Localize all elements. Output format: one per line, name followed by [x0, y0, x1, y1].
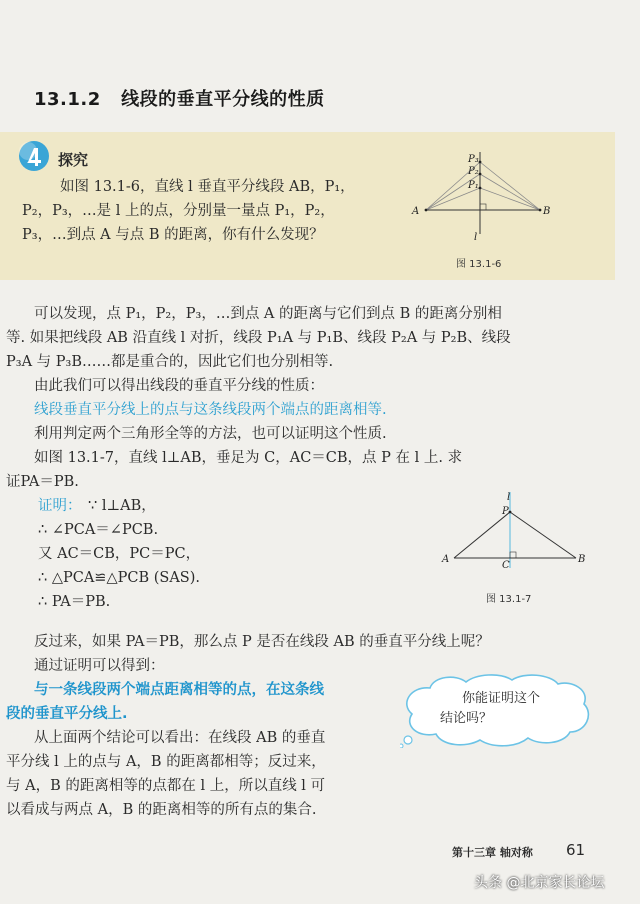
label-b: B — [543, 206, 551, 217]
figure-caption-13-1-7: 图 13.1-7 — [486, 594, 532, 605]
segment-p2b — [480, 174, 540, 210]
cloud-line-2: 结论吗？ — [440, 711, 493, 726]
watermark: 头条 @北京家长论坛 — [474, 875, 605, 891]
converse-intro: 通过证明可以得到： — [34, 658, 165, 674]
proof-line-1: ∵ l⊥AB， — [88, 498, 156, 514]
segment-p3b — [480, 162, 540, 210]
segment-pa — [454, 512, 510, 558]
body-para1-line1: 可以发现，点 P₁，P₂，P₃，…到点 A 的距离与它们到点 B 的距离分别相 — [34, 306, 502, 322]
conclusion-line-1: 从上面两个结论可以看出：在线段 AB 的垂直 — [34, 730, 326, 746]
label-c: C — [502, 560, 510, 571]
label-a: A — [412, 206, 420, 217]
example-line1: 如图 13.1-7，直线 l⊥AB，垂足为 C，AC＝CB，点 P 在 l 上. 求 — [34, 450, 463, 466]
label-b: B — [578, 554, 586, 565]
section-heading — [34, 85, 325, 111]
body-para1-line3: P₃A 与 P₃B……都是重合的，因此它们也分别相等. — [6, 354, 334, 370]
body-intro: 由此我们可以得出线段的垂直平分线的性质： — [34, 378, 324, 394]
thought-cloud — [400, 672, 596, 748]
label-a: A — [442, 554, 450, 565]
segment-pb — [510, 512, 576, 558]
segment-p1b — [480, 188, 540, 210]
explore-badge-icon — [16, 140, 50, 172]
figure-13-1-7 — [440, 488, 590, 578]
proof-line-3: 又 AC＝CB，PC＝PC， — [38, 546, 201, 562]
footer-page-number: 61 — [566, 841, 586, 859]
label-p2: P₂ — [468, 166, 479, 177]
explore-line-1: 如图 13.1-6，直线 l 垂直平分线段 AB，P₁， — [60, 179, 355, 195]
footer-chapter: 第十三章 轴对称 — [452, 846, 533, 859]
body-method: 利用判定两个三角形全等的方法，也可以证明这个性质. — [34, 426, 387, 442]
figure-caption-13-1-6: 图 13.1-6 — [456, 259, 502, 270]
conclusion-line-4: 以看成与两点 A，B 的距离相等的所有点的集合. — [6, 802, 317, 818]
figure-13-1-6 — [408, 148, 558, 248]
label-p3: P₃ — [468, 154, 479, 165]
section-title: 线段的垂直平分线的性质 — [121, 89, 325, 110]
conclusion-line-2: 平分线 l 上的点与 A，B 的距离都相等；反过来， — [6, 754, 326, 770]
proof-label: 证明： — [38, 498, 82, 514]
label-p: P — [502, 506, 509, 517]
label-p1: P₁ — [468, 180, 479, 191]
proof-line-4: ∴ △PCA≌△PCB (SAS). — [38, 570, 200, 586]
body-para1-line2: 等. 如果把线段 AB 沿直线 l 对折，线段 P₁A 与 P₁B、线段 P₂A 与 P₂B、线段 — [6, 330, 511, 346]
converse-line-2: 段的垂直平分线上. — [6, 706, 128, 722]
example-line2: 证PA＝PB. — [6, 474, 79, 490]
explore-title: 探究 — [58, 151, 89, 169]
section-number: 13.1.2 — [34, 89, 101, 110]
label-l: l — [474, 232, 478, 243]
conclusion-line-3: 与 A，B 的距离相等的点都在 l 上，所以直线 l 可 — [6, 778, 326, 794]
label-l: l — [507, 492, 511, 503]
converse-line-1: 与一条线段两个端点距离相等的点，在这条线 — [34, 682, 324, 698]
explore-line-2: P₂，P₃，…是 l 上的点，分别量一量点 P₁，P₂， — [22, 203, 335, 219]
converse-question: 反过来，如果 PA＝PB，那么点 P 是否在线段 AB 的垂直平分线上呢？ — [34, 634, 490, 650]
proof-line-5: ∴ PA＝PB. — [38, 594, 111, 610]
property-statement: 线段垂直平分线上的点与这条线段两个端点的距离相等. — [34, 402, 387, 418]
segment-p1a — [426, 188, 480, 210]
proof-line-2: ∴ ∠PCA＝∠PCB. — [38, 522, 159, 538]
cloud-line-1: 你能证明这个 — [462, 691, 541, 706]
explore-line-3: P₃，…到点 A 与点 B 的距离，你有什么发现？ — [22, 227, 324, 243]
